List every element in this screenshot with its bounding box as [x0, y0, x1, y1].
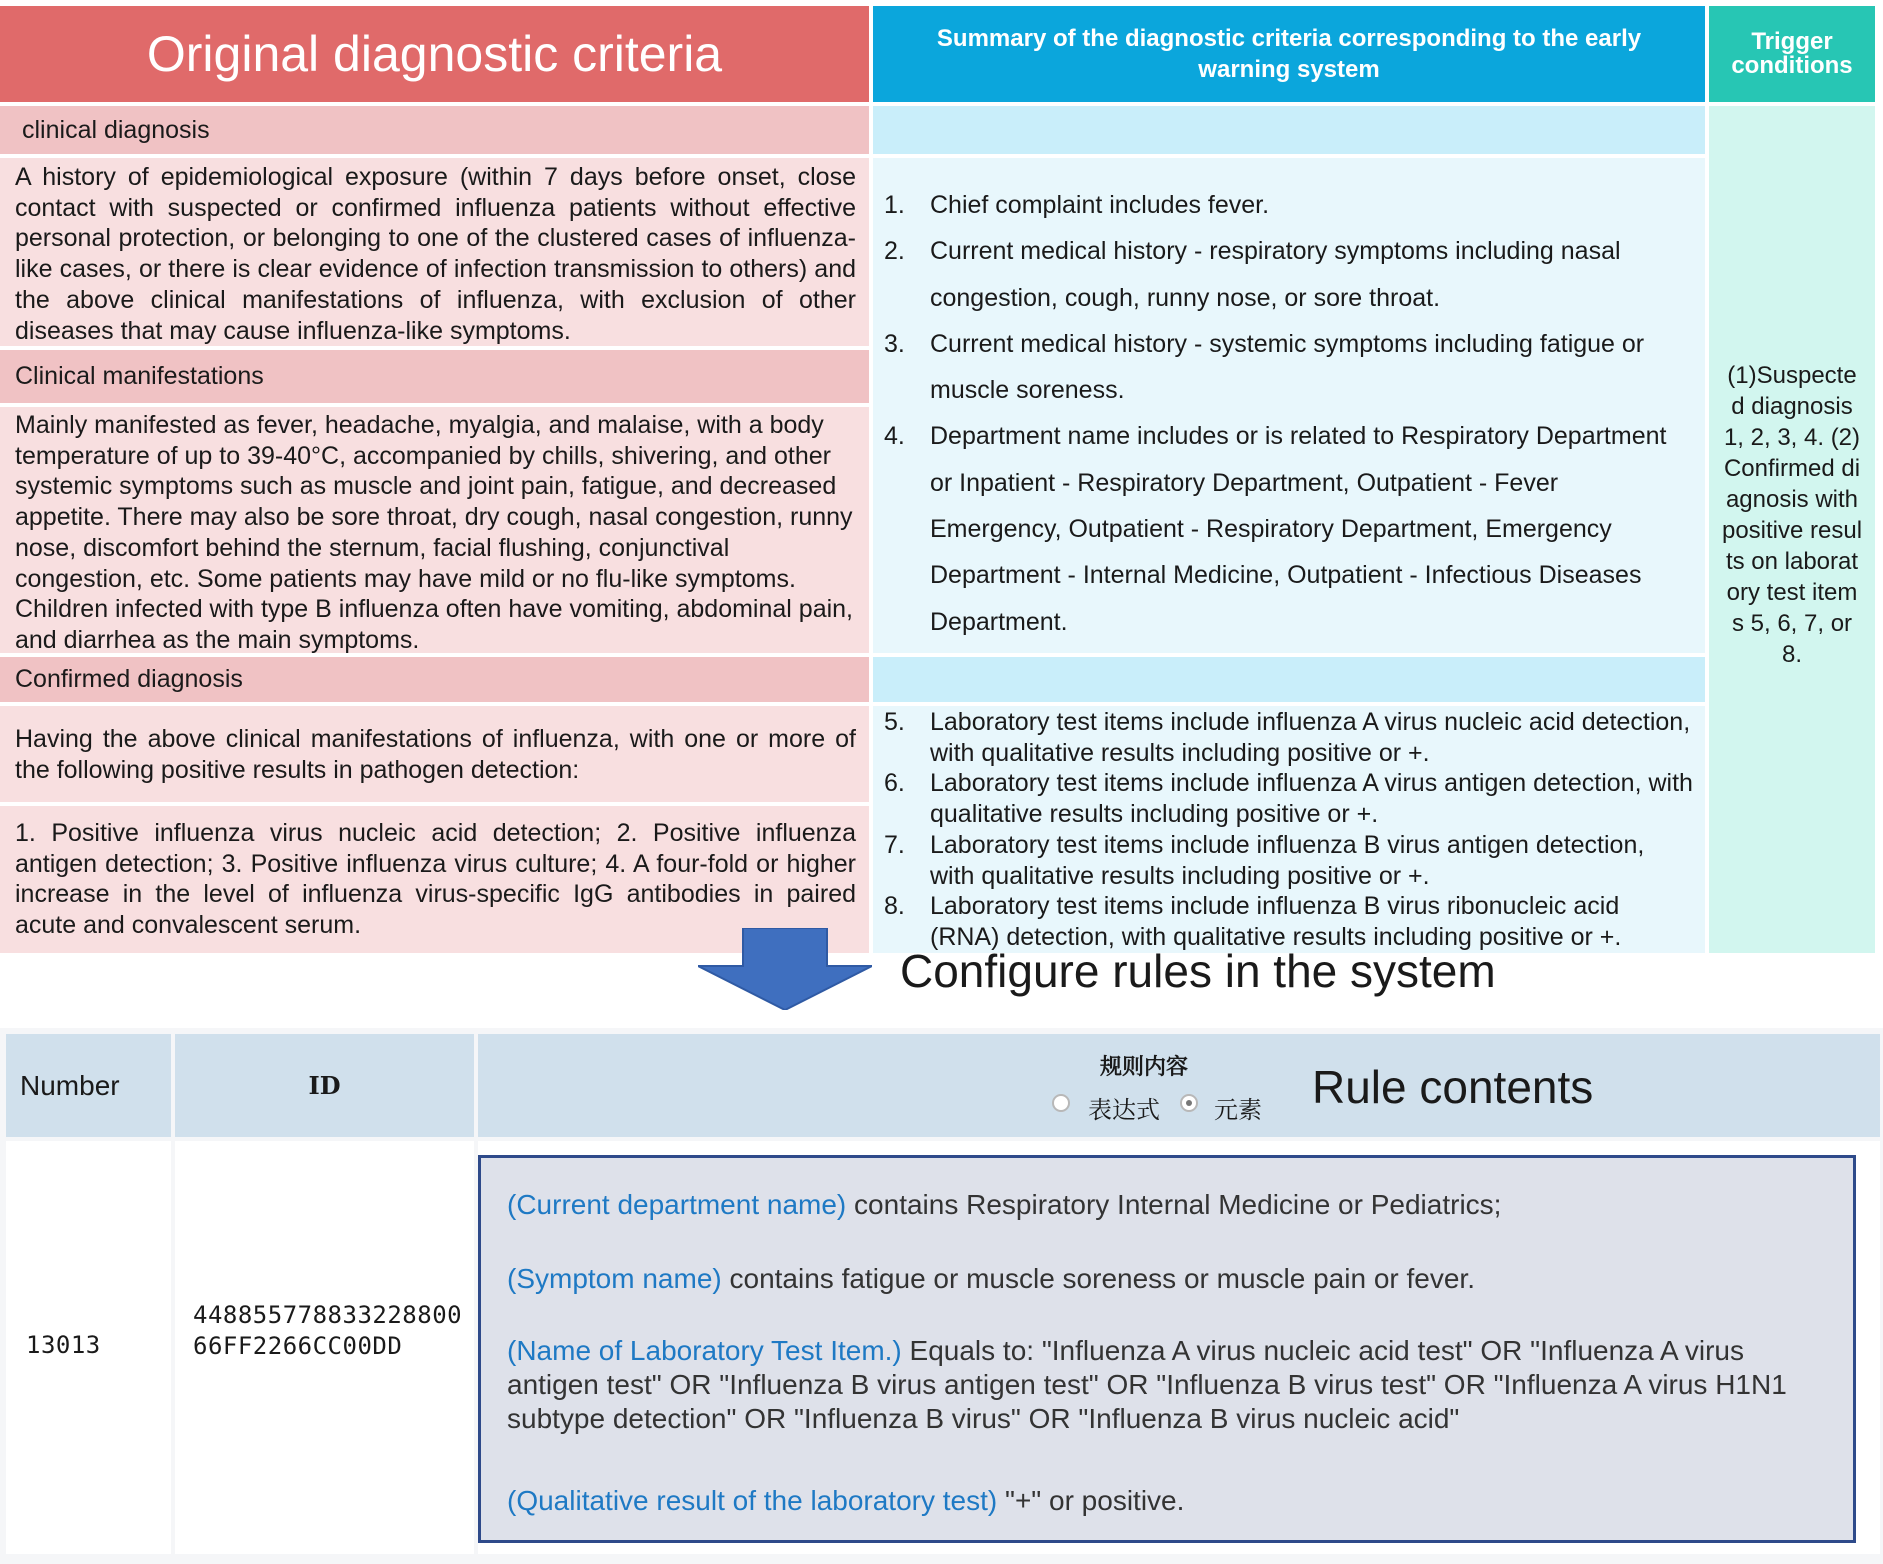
rule-value: contains fatigue or muscle soreness or muscle pain or fever. [721, 1263, 1475, 1294]
clinical-manifestations-text: Mainly manifested as fever, headache, myalgia, and malaise, with a body temperature of up to 39-40°C, accompanied by chills, shivering, and other systemic symptoms such as muscle and joint pain, fatigue, and decreased appetite. There may also be sore throat, dry cough, nasal congestion, runny nose, discomfort behind the sternum, facial flushing, conjunctival congestion, etc. Some patients may have mild or no flu-like symptoms. Children infected with type B influenza often have vomiting, abdominal pain, and diarrhea as the main symptoms. [0, 407, 869, 653]
rule-value: contains Respiratory Internal Medicine or Pediatrics; [846, 1189, 1502, 1220]
item-number: 3. [884, 329, 905, 358]
rule-content-box [478, 1155, 1856, 1543]
summary-list-confirmed [884, 707, 1694, 953]
column-header-number: Number [6, 1034, 171, 1137]
item-text: Department name includes or is related to Respiratory Department or Inpatient - Respiratory Department, Outpatient - Fever Emergency, Outpatient - Respiratory Department, Emergency Department - Internal Medicine, Outpatient - Infectious Diseases Department. [930, 422, 1667, 636]
radio-element-label[interactable]: 元素 [1214, 1096, 1262, 1124]
clinical-diagnosis-text: A history of epidemiological exposure (within 7 days before onset, close contact with suspected or confirmed influenza patients without effective personal protection, or belonging to one of the clustered cases of influenza-like cases, or there is clear evidence of infection transmission to others) and the above clinical manifestations of influenza, with exclusion of other diseases that may cause influenza-like symptoms. [0, 158, 869, 346]
rule-contents-label-cn: 规则内容 [1100, 1054, 1189, 1079]
rule-value: "+" or positive. [997, 1485, 1185, 1516]
summary-item [884, 707, 1694, 768]
rule-key: (Name of Laboratory Test Item.) [507, 1335, 902, 1366]
summary-item [884, 182, 1694, 228]
configure-rules-caption: Configure rules in the system [900, 945, 1496, 997]
trigger-conditions-text: (1)Suspected diagnosis 1, 2, 3, 4. (2) Confirmed diagnosis with positive results on laboratory test items 5, 6, 7, or 8. [1721, 362, 1863, 668]
item-text: Chief complaint includes fever. [930, 191, 1270, 219]
item-text: Laboratory test items include influenza A virus nucleic acid detection, with qualitative results including positive or +. [930, 708, 1691, 767]
down-arrow-icon [698, 928, 872, 1010]
item-number: 7. [884, 830, 905, 859]
item-text: Current medical history - respiratory symptoms including nasal congestion, cough, runny nose, or sore throat. [930, 237, 1621, 312]
summary-item [884, 228, 1694, 321]
rule-line-lab-test-item [507, 1334, 1827, 1436]
rule-key: (Qualitative result of the laboratory test) [507, 1485, 998, 1516]
summary-item [884, 321, 1694, 414]
confirmed-diagnosis-items: 1. Positive influenza virus nucleic acid detection; 2. Positive influenza antigen detection; 3. Positive influenza virus culture; 4. A four-fold or higher increase in the level of influenza virus-specific IgG antibodies in paired acute and convalescent serum. [0, 806, 869, 953]
rule-id-value: 44885577883322880066FF2266CC00DD [193, 1301, 463, 1360]
summary-item [884, 768, 1694, 829]
rule-value: Equals to: "Influenza A virus nucleic acid test" OR "Influenza A virus antigen test" OR "Influenza B virus antigen test" OR "Influenza B virus test" OR "Influenza A virus H1N1 subtype detection" OR "Influenza B virus" OR "Influenza B virus nucleic acid" [507, 1335, 1787, 1434]
item-number: 4. [884, 422, 905, 451]
original-criteria-header: Original diagnostic criteria [0, 6, 869, 102]
confirmed-diagnosis-label: Confirmed diagnosis [0, 657, 869, 702]
item-number: 2. [884, 237, 905, 266]
rule-line-symptom [507, 1262, 1827, 1296]
rule-key: (Current department name) [507, 1189, 847, 1220]
summary-list-suspected [884, 182, 1694, 645]
item-text: Current medical history - systemic symptoms including fatigue or muscle soreness. [930, 329, 1645, 405]
clinical-manifestations-label: Clinical manifestations [0, 350, 869, 403]
rule-key: (Symptom name) [507, 1263, 722, 1294]
item-number: 6. [884, 769, 905, 798]
item-number: 8. [884, 892, 905, 921]
radio-expression[interactable] [1052, 1094, 1070, 1112]
radio-expression-label[interactable]: 表达式 [1088, 1096, 1160, 1124]
item-text: Laboratory test items include influenza B virus ribonucleic acid (RNA) detection, with qualitative results including positive or +. [930, 892, 1622, 951]
summary-item [884, 413, 1694, 644]
rule-contents-label-en: Rule contents [1312, 1061, 1594, 1113]
confirmed-diagnosis-text: Having the above clinical manifestations of influenza, with one or more of the following positive results in pathogen detection: [0, 706, 869, 802]
summary-criteria-header: Summary of the diagnostic criteria corresponding to the early warning system [873, 6, 1705, 102]
clinical-diagnosis-label: clinical diagnosis [0, 106, 869, 154]
rule-number-value: 13013 [26, 1331, 101, 1359]
summary-item [884, 830, 1694, 891]
summary-top-band [873, 106, 1705, 154]
rule-line-qualitative-result [507, 1484, 1827, 1518]
item-number: 1. [884, 191, 905, 219]
item-number: 5. [884, 708, 905, 736]
radio-element-selected[interactable] [1180, 1094, 1198, 1112]
item-text: Laboratory test items include influenza A virus antigen detection, with qualitative results including positive or +. [930, 769, 1693, 829]
item-text: Laboratory test items include influenza B virus antigen detection, with qualitative results including positive or +. [930, 830, 1645, 890]
summary-separator-band [873, 657, 1705, 702]
rule-line-department [507, 1188, 1827, 1222]
column-header-id: ID [175, 1034, 474, 1137]
trigger-conditions-header: Trigger conditions [1709, 6, 1875, 102]
